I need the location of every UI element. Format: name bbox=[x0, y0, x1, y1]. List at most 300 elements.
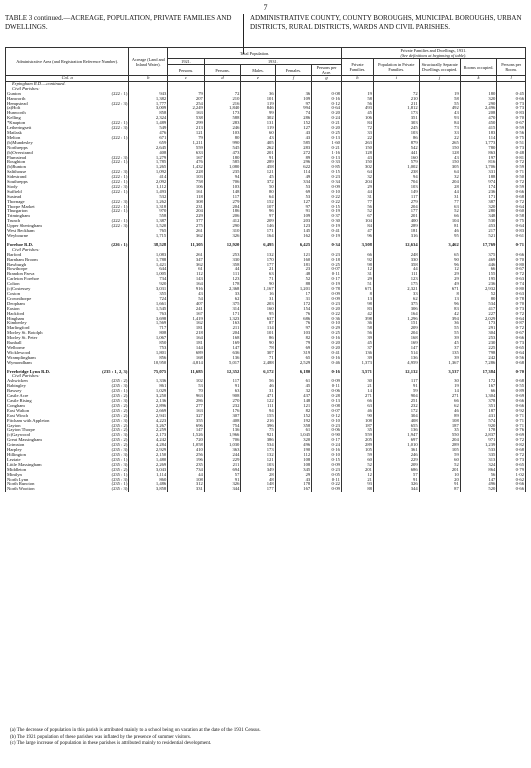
cell-males: 60 bbox=[241, 131, 275, 136]
cell-fam: 108 bbox=[341, 419, 373, 424]
cell-ppa: 0·06 bbox=[312, 428, 342, 433]
cell-acreage: 2,173 bbox=[129, 433, 168, 438]
registration-ref: (222 : 1) bbox=[111, 91, 128, 96]
cell-ppa: 0·10 bbox=[312, 419, 342, 424]
cell-ppa: 0·09 bbox=[312, 487, 342, 492]
cell-rooms: 431 bbox=[460, 414, 497, 419]
area-name: Kelling bbox=[7, 116, 21, 121]
cell-persons: 314 bbox=[204, 307, 241, 312]
cell-rooms: 180 bbox=[460, 92, 497, 97]
registration-ref: (235 : 2) bbox=[111, 443, 128, 448]
area-name: Matlask bbox=[7, 130, 22, 135]
cell-rooms: 197 bbox=[460, 156, 497, 161]
cell-pop: 238 bbox=[373, 170, 419, 175]
footnote: (c) The large increase of population in these parishes is attributed mainly to residential development. bbox=[10, 741, 212, 746]
cell-ppa: 0·09 bbox=[312, 463, 342, 468]
cell-p1921: 362 bbox=[168, 234, 205, 239]
area-name: Upper Sheringham bbox=[7, 224, 42, 229]
cell-dw: 28 bbox=[419, 185, 460, 190]
cell-ppa: 0·36 bbox=[312, 317, 342, 322]
cell-dw: 58 bbox=[419, 97, 460, 102]
cell-acreage: 10,950 bbox=[129, 361, 168, 366]
cell-males: 177 bbox=[241, 263, 275, 268]
cell-fam: 45 bbox=[341, 111, 373, 116]
cell-p1921: 758 bbox=[168, 180, 205, 185]
cell-rooms: 236 bbox=[460, 282, 497, 287]
cell-females: 2,529 bbox=[275, 361, 312, 366]
cell-ppa: 0·85 bbox=[312, 165, 342, 170]
cell-females: 74 bbox=[275, 111, 312, 116]
registration-ref: (235 : 3) bbox=[111, 462, 128, 467]
cell-acreage: 1,489 bbox=[129, 121, 168, 126]
cell-ppa: 0·20 bbox=[312, 126, 342, 131]
cell-males: 372 bbox=[241, 180, 275, 185]
cell-ppa: 0·22 bbox=[312, 200, 342, 205]
col-persons-per-room-header: Persons per Room. bbox=[497, 59, 526, 76]
cell-ppr: 0·71 bbox=[497, 170, 526, 175]
cell-p1921: 167 bbox=[168, 312, 205, 317]
cell-rooms: 183 bbox=[460, 131, 497, 136]
cell-persons: 1,080 bbox=[204, 165, 241, 170]
col-males-header: Males. bbox=[241, 65, 275, 76]
cell-rooms: 469 bbox=[460, 258, 497, 263]
area-name: Little Massingham bbox=[7, 462, 42, 467]
cell-fam: 58 bbox=[341, 326, 373, 331]
cell-fam: 47 bbox=[341, 229, 373, 234]
cell-p1921: 11,685 bbox=[168, 370, 205, 375]
cell-acreage: 414 bbox=[129, 175, 168, 180]
cell-p1921: 106 bbox=[168, 185, 205, 190]
area-name: North Lynn bbox=[7, 477, 29, 482]
cell-females: 79 bbox=[275, 341, 312, 346]
area-name: (a)Holt bbox=[7, 106, 21, 111]
cell-persons: 44 bbox=[204, 267, 241, 272]
cell-ppa: 0·24 bbox=[312, 443, 342, 448]
cell-rooms: 2,837 bbox=[460, 433, 497, 438]
table-title-left: TABLE 3 continued.—ACREAGE, POPULATION, PRIVATE FAMILIES AND DWELLINGS. bbox=[5, 14, 232, 31]
registration-ref: (235 : 3) bbox=[111, 477, 128, 482]
registration-ref: (222 : 3) bbox=[111, 126, 128, 131]
cell-ppr: 0·66 bbox=[497, 190, 526, 195]
area-name: Hillington bbox=[7, 452, 26, 457]
cell-rooms: 530 bbox=[460, 219, 497, 224]
area-name: Brandon Parva bbox=[7, 272, 35, 277]
area-name: (b)Runton bbox=[7, 165, 26, 170]
cell-p1921: 70 bbox=[168, 389, 205, 394]
cell-fam: 150 bbox=[341, 146, 373, 151]
cell-acreage: 850 bbox=[129, 341, 168, 346]
area-name: Letheringsett bbox=[7, 126, 32, 131]
cell-dw: 35 bbox=[419, 428, 460, 433]
cell-females: 49 bbox=[275, 175, 312, 180]
cell-males: 50 bbox=[241, 185, 275, 190]
cell-p1921: 1,432 bbox=[168, 165, 205, 170]
area-name: Coston bbox=[7, 291, 21, 296]
cell-rooms: 864 bbox=[460, 468, 497, 473]
cell-p1921: 118 bbox=[168, 195, 205, 200]
cell-females: 53 bbox=[275, 185, 312, 190]
cell-females: 61 bbox=[275, 428, 312, 433]
cell-males: 171 bbox=[241, 229, 275, 234]
cell-persons: 2,368 bbox=[204, 287, 241, 292]
cell-pop: 91 bbox=[373, 384, 419, 389]
cell-females: 296 bbox=[275, 160, 312, 165]
cell-dw: 42 bbox=[419, 312, 460, 317]
cell-ppr: 0·71 bbox=[497, 419, 526, 424]
cell-p1921: 407 bbox=[168, 302, 205, 307]
registration-ref: (235 : 3) bbox=[111, 433, 128, 438]
cell-rooms: 453 bbox=[460, 224, 497, 229]
registration-ref: (222 : 1) bbox=[111, 121, 128, 126]
cell-persons: 545 bbox=[204, 146, 241, 151]
cell-ppr: 0·62 bbox=[497, 478, 526, 483]
cell-ppa: 0·09 bbox=[312, 379, 342, 384]
cell-persons: 136 bbox=[204, 428, 241, 433]
cell-dw: 66 bbox=[419, 214, 460, 219]
cell-males: 45 bbox=[241, 175, 275, 180]
cell-pop: 177 bbox=[373, 209, 419, 214]
area-name: Hempstead bbox=[7, 101, 28, 106]
cell-ppr: 0·66 bbox=[497, 336, 526, 341]
cell-rooms: 450 bbox=[460, 121, 497, 126]
cell-ppr: 0·71 bbox=[497, 414, 526, 419]
cell-fam: 42 bbox=[341, 312, 373, 317]
registration-ref: (235 : 2) bbox=[111, 423, 128, 428]
registration-ref: (235 : 2) bbox=[111, 428, 128, 433]
cell-males: 203 bbox=[241, 302, 275, 307]
cell-acreage: 1,569 bbox=[129, 321, 168, 326]
cell-persons: 186 bbox=[204, 209, 241, 214]
cell-persons: 310 bbox=[204, 229, 241, 234]
cell-persons: 117 bbox=[204, 195, 241, 200]
cell-fam: 90 bbox=[341, 414, 373, 419]
cell-acreage: 3,250 bbox=[129, 394, 168, 399]
cell-dw: 64 bbox=[419, 170, 460, 175]
cell-males: 405 bbox=[241, 141, 275, 146]
area-name: Easton bbox=[7, 306, 20, 311]
cell-ppr: 0·73 bbox=[497, 102, 526, 107]
area-name: Southrepps bbox=[7, 180, 28, 185]
cell-fam: 98 bbox=[341, 302, 373, 307]
cell-ppa: 0·46 bbox=[312, 361, 342, 366]
cell-ppa: 0·17 bbox=[312, 438, 342, 443]
cell-fam: 187 bbox=[341, 424, 373, 429]
cell-males: 349 bbox=[241, 468, 275, 473]
cell-pop: 358 bbox=[373, 263, 419, 268]
col-letter: c bbox=[168, 76, 205, 82]
cell-ppa: 0·06 bbox=[312, 389, 342, 394]
cell-persons: 307 bbox=[204, 414, 241, 419]
cell-fam: 77 bbox=[341, 200, 373, 205]
cell-rooms: 208 bbox=[460, 111, 497, 116]
area-name: Northrepps bbox=[7, 145, 28, 150]
cell-persons: 176 bbox=[204, 409, 241, 414]
cell-p1921: 4,814 bbox=[168, 361, 205, 366]
cell-pop: 72 bbox=[373, 92, 419, 97]
cell-p1921: 168 bbox=[168, 356, 205, 361]
cell-ppr: 0·72 bbox=[497, 438, 526, 443]
cell-p1921: 181 bbox=[168, 341, 205, 346]
cell-females: 358 bbox=[275, 424, 312, 429]
cell-pop: 210 bbox=[373, 97, 419, 102]
registration-ref: (222 : 3) bbox=[111, 224, 128, 229]
cell-females: 319 bbox=[275, 351, 312, 356]
cell-ppa: 0·09 bbox=[312, 297, 342, 302]
area-name: Suffield bbox=[7, 189, 22, 194]
registration-ref: (235 : 1) bbox=[111, 457, 128, 462]
cell-acreage: 1,493 bbox=[129, 190, 168, 195]
cell-p1921: 312 bbox=[168, 482, 205, 487]
cell-persons: 210 bbox=[204, 97, 241, 102]
cell-fam: 21 bbox=[341, 478, 373, 483]
cell-acreage: 753 bbox=[129, 346, 168, 351]
cell-ppr: 0·45 bbox=[497, 92, 526, 97]
area-name: Grimston bbox=[7, 443, 25, 448]
cell-females: 272 bbox=[275, 151, 312, 156]
cell-pop: 697 bbox=[373, 438, 419, 443]
cell-persons: 206 bbox=[204, 214, 241, 219]
cell-pop: 172 bbox=[373, 409, 419, 414]
registration-ref: (235 : 2) bbox=[111, 379, 128, 384]
cell-pop: 248 bbox=[373, 253, 419, 258]
cell-ppa: 0·11 bbox=[312, 384, 342, 389]
cell-p1921: 143 bbox=[168, 277, 205, 282]
cell-persons: 204 bbox=[204, 331, 241, 336]
cell-fam: 263 bbox=[341, 141, 373, 146]
cell-fam: 29 bbox=[341, 185, 373, 190]
cell-ppa: 0·19 bbox=[312, 224, 342, 229]
cell-females: 585 bbox=[275, 141, 312, 146]
cell-ppa: 0·30 bbox=[312, 219, 342, 224]
cell-males: 28 bbox=[241, 473, 275, 478]
cell-ppr: 0·63 bbox=[497, 292, 526, 297]
cell-pop: 33 bbox=[373, 292, 419, 297]
footnote: (b) The 1921 population of these parishes was inflated by the presence of summer visitors. bbox=[10, 734, 192, 740]
cell-females: 172 bbox=[275, 302, 312, 307]
cell-fam: 3,508 bbox=[341, 243, 373, 248]
cell-rooms: 114 bbox=[460, 136, 497, 141]
cell-females: 69 bbox=[275, 346, 312, 351]
cell-females: 97 bbox=[275, 102, 312, 107]
area-name: Wicklewood bbox=[7, 350, 31, 355]
cell-pop: 91 bbox=[373, 478, 419, 483]
cell-females: 114 bbox=[275, 170, 312, 175]
cell-dw: 52 bbox=[419, 463, 460, 468]
cell-females: 82 bbox=[275, 409, 312, 414]
area-name: Saltthouse bbox=[7, 170, 27, 175]
cell-females: 48 bbox=[275, 272, 312, 277]
cell-pop: 12,634 bbox=[373, 243, 419, 248]
area-name: Roughton bbox=[7, 160, 26, 165]
cell-acreage: 408 bbox=[129, 151, 168, 156]
cell-dw: 37 bbox=[419, 346, 460, 351]
cell-p1921: 121 bbox=[168, 131, 205, 136]
cell-dw: 36 bbox=[419, 321, 460, 326]
cell-males: 148 bbox=[241, 482, 275, 487]
cell-pop: 204 bbox=[373, 205, 419, 210]
cell-pop: 879 bbox=[373, 141, 419, 146]
area-name: Ashwicken bbox=[7, 379, 28, 384]
area-name: Civil Parishes: bbox=[12, 86, 40, 91]
cell-rooms: 56 bbox=[460, 473, 497, 478]
area-name: Gayton Thorpe bbox=[7, 428, 35, 433]
cell-dw: 83 bbox=[419, 307, 460, 312]
cell-ppr: 0·76 bbox=[497, 428, 526, 433]
cell-p1921: 1,526 bbox=[168, 433, 205, 438]
cell-males: 114 bbox=[241, 326, 275, 331]
cell-acreage: 644 bbox=[129, 267, 168, 272]
cell-dw: 10 bbox=[419, 473, 460, 478]
cell-males: 458 bbox=[241, 165, 275, 170]
cell-pop: 303 bbox=[373, 121, 419, 126]
cell-pop: 175 bbox=[373, 282, 419, 287]
cell-males: 107 bbox=[241, 205, 275, 210]
cell-pop: 12,132 bbox=[373, 370, 419, 375]
col-letter: i bbox=[373, 76, 419, 82]
cell-fam: 45 bbox=[341, 341, 373, 346]
cell-rooms: 230 bbox=[460, 341, 497, 346]
cell-acreage: 943 bbox=[129, 92, 168, 97]
col-total-population-header: Total Population. bbox=[168, 48, 342, 59]
cell-persons: 363 bbox=[204, 448, 241, 453]
cell-ppa: 0·16 bbox=[312, 370, 342, 375]
cell-pop: 542 bbox=[373, 146, 419, 151]
cell-p1921: 79 bbox=[168, 92, 205, 97]
cell-acreage: 1,785 bbox=[129, 160, 168, 165]
area-name: Civil Parishes: bbox=[12, 374, 40, 379]
cell-dw: 201 bbox=[419, 468, 460, 473]
cell-fam: 64 bbox=[341, 170, 373, 175]
cell-ppr: 0·51 bbox=[497, 141, 526, 146]
cell-ppr: 0·81 bbox=[497, 156, 526, 161]
area-name: Morley St. Botolph bbox=[7, 331, 43, 336]
registration-ref: (235 : 2) bbox=[111, 438, 128, 443]
cell-dw: 3,462 bbox=[419, 243, 460, 248]
cell-p1921: 241 bbox=[168, 307, 205, 312]
cell-rooms: 217 bbox=[460, 229, 497, 234]
cell-p1921: 299 bbox=[168, 121, 205, 126]
cell-fam: 84 bbox=[341, 224, 373, 229]
cell-p1921: 228 bbox=[168, 170, 205, 175]
cell-fam: 84 bbox=[341, 121, 373, 126]
cell-persons: 270 bbox=[204, 399, 241, 404]
cell-pop: 86 bbox=[373, 136, 419, 141]
registration-ref: (222 : 3) bbox=[111, 184, 128, 189]
cell-ppa: 0·34 bbox=[312, 180, 342, 185]
cell-acreage: 1,029 bbox=[129, 389, 168, 394]
area-name: Hackford bbox=[7, 311, 25, 316]
cell-females: 109 bbox=[275, 214, 312, 219]
cell-ppr: 0·65 bbox=[497, 463, 526, 468]
cell-fam: 66 bbox=[341, 399, 373, 404]
cell-rooms: 174 bbox=[460, 185, 497, 190]
cell-dw: 1,367 bbox=[419, 361, 460, 366]
cell-ppa: 0·20 bbox=[312, 307, 342, 312]
cell-females: 178 bbox=[275, 482, 312, 487]
cell-p1921: 308 bbox=[168, 200, 205, 205]
cell-acreage: 2,092 bbox=[129, 180, 168, 185]
cell-ppr: 0·59 bbox=[497, 165, 526, 170]
cell-fam: 98 bbox=[341, 263, 373, 268]
registration-ref: (235 : 3) bbox=[111, 487, 128, 492]
area-name: Weybourne bbox=[7, 234, 29, 238]
area-name: Bawburgh bbox=[7, 262, 27, 267]
cell-acreage: 763 bbox=[129, 312, 168, 317]
cell-rooms: 280 bbox=[460, 209, 497, 214]
cell-fam: 398 bbox=[341, 317, 373, 322]
cell-males: 170 bbox=[241, 258, 275, 263]
area-name: Welborne bbox=[7, 345, 25, 350]
cell-females: 152 bbox=[275, 121, 312, 126]
cell-rooms: 290 bbox=[460, 102, 497, 107]
cell-males: 177 bbox=[241, 487, 275, 492]
area-name: Bawsey bbox=[7, 389, 22, 394]
cell-rooms: 470 bbox=[460, 116, 497, 121]
cell-acreage: 1,336 bbox=[129, 379, 168, 384]
cell-rooms: 66 bbox=[460, 267, 497, 272]
cell-males: 80 bbox=[241, 190, 275, 195]
cell-p1921: 43 bbox=[168, 292, 205, 297]
cell-rooms: 2,932 bbox=[460, 287, 497, 292]
cell-ppr: 0·78 bbox=[497, 297, 526, 302]
cell-females: 6,425 bbox=[275, 243, 312, 248]
cell-rooms: 534 bbox=[460, 302, 497, 307]
cell-dw: 394 bbox=[419, 317, 460, 322]
cell-females: 152 bbox=[275, 414, 312, 419]
cell-p1921: 559 bbox=[168, 146, 205, 151]
cell-ppa: 0·78 bbox=[312, 287, 342, 292]
cell-fam: 31 bbox=[341, 272, 373, 277]
col-pop-private-families-header: Population in Private Families. bbox=[373, 59, 419, 76]
cell-acreage: 4,284 bbox=[129, 443, 168, 448]
registration-ref: (235 : 3) bbox=[111, 399, 128, 403]
cell-dw: 33 bbox=[419, 131, 460, 136]
cell-ppa: 0·09 bbox=[312, 185, 342, 190]
cell-ppa: 0·21 bbox=[312, 146, 342, 151]
cell-persons: 1,323 bbox=[204, 317, 241, 322]
cell-persons: 62 bbox=[204, 297, 241, 302]
cell-ppr: 0·82 bbox=[497, 443, 526, 448]
cell-ppa: 0·13 bbox=[312, 136, 342, 141]
cell-ppa: 0·17 bbox=[312, 277, 342, 282]
cell-ppa: 0·23 bbox=[312, 253, 342, 258]
cell-persons: 123 bbox=[204, 277, 241, 282]
cell-rooms: 521 bbox=[460, 234, 497, 239]
cell-pop: 136 bbox=[373, 428, 419, 433]
area-name: Mintlyn bbox=[7, 472, 22, 477]
registration-ref: (235 : 3) bbox=[111, 448, 128, 453]
area-name: Fitcham with Appleton bbox=[7, 418, 50, 423]
cell-acreage: 1,114 bbox=[129, 473, 168, 478]
cell-females: 103 bbox=[275, 331, 312, 336]
cell-dw: 187 bbox=[419, 424, 460, 429]
cell-dw: 55 bbox=[419, 326, 460, 331]
area-name: Stody bbox=[7, 184, 18, 189]
cell-females: 145 bbox=[275, 229, 312, 234]
cell-fam: 21 bbox=[341, 384, 373, 389]
cell-dw: 43 bbox=[419, 156, 460, 161]
cell-p1921: 261 bbox=[168, 229, 205, 234]
cell-males: 173 bbox=[241, 448, 275, 453]
cell-persons: 246 bbox=[204, 126, 241, 131]
cell-persons: 91 bbox=[204, 384, 241, 389]
cell-rooms: 520 bbox=[460, 487, 497, 492]
cell-dw: 12 bbox=[419, 267, 460, 272]
cell-fam: 51 bbox=[341, 282, 373, 287]
cell-ppr: 0·67 bbox=[497, 121, 526, 126]
cell-p1921: 213 bbox=[168, 126, 205, 131]
col-letter: l bbox=[497, 76, 526, 82]
